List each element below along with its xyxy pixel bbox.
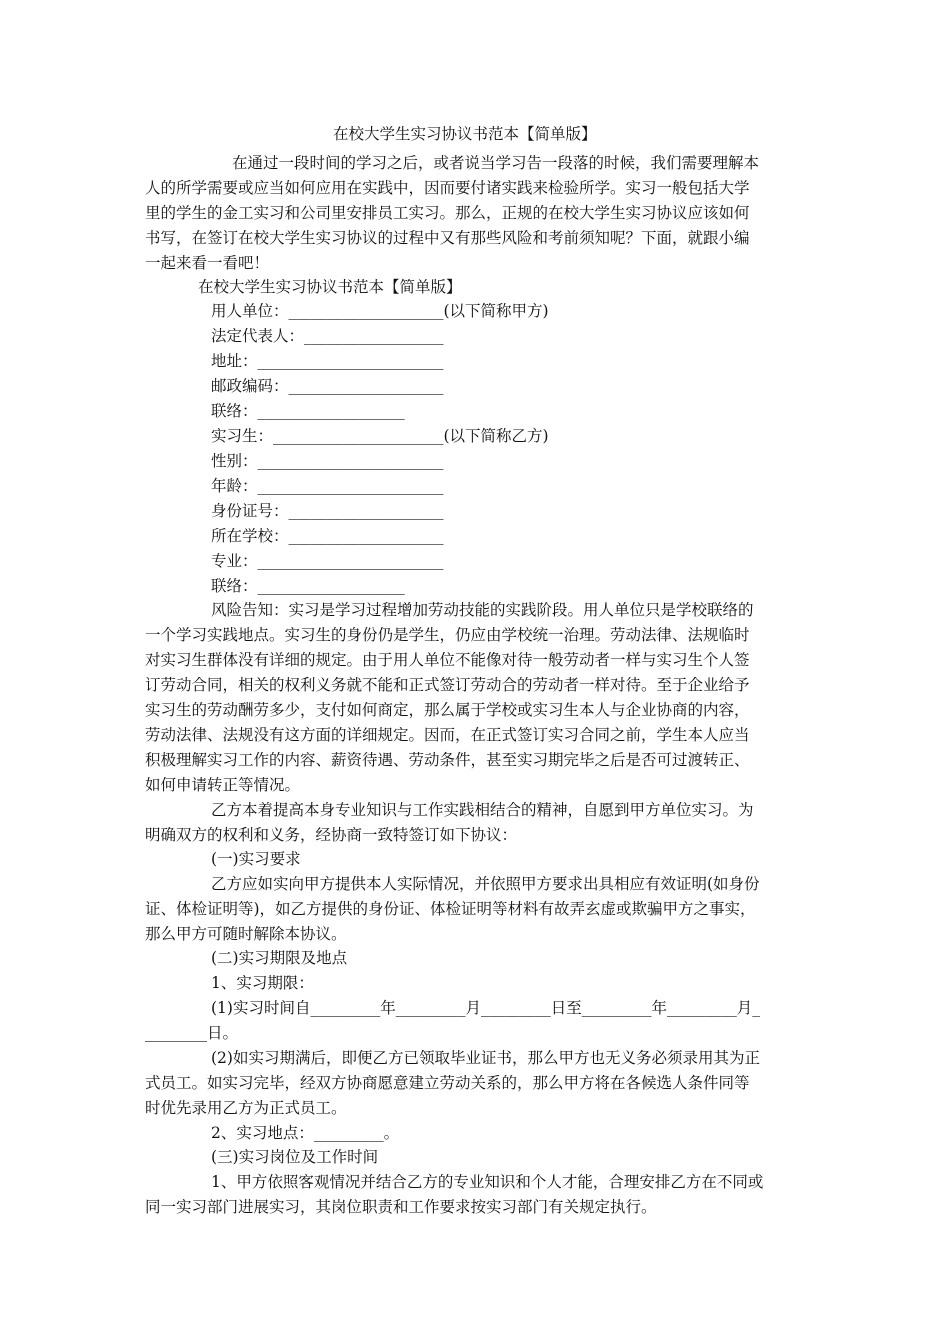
section-1-line: 那么甲方可随时解除本协议。: [145, 925, 347, 943]
section-1-title: (一)实习要求: [211, 850, 301, 868]
intro-line: 书写，在签订在校大学生实习协议的过程中又有那些风险和考前须知呢？下面，就跟小编: [145, 229, 750, 247]
section-2-line: 式员工。如实习完毕，经双方协商愿意建立劳动关系的，那么甲方将在各候选人条件同等: [145, 1074, 750, 1092]
field-major: 专业：________________________: [211, 552, 444, 570]
intro-line: 人的所学需要或应当如何应用在实践中，因而要付诸实践来检验所学。实习一般包括大学: [145, 179, 750, 197]
section-2-line: (2)如实习期满后，即便乙方已领取毕业证书，那么甲方也无义务必须录用其为正: [211, 1049, 760, 1067]
intro-line: 一起来看一看吧！: [145, 254, 270, 272]
intro-line: 里的学生的金工实习和公司里安排员工实习。那么，正规的在校大学生实习协议应该如何: [145, 204, 750, 222]
intro-line: 在通过一段时间的学习之后，或者说当学习告一段落的时候，我们需要理解本: [232, 154, 760, 172]
field-id-number: 身份证号：____________________: [211, 502, 444, 520]
contract-subtitle: 在校大学生实习协议书范本【简单版】: [198, 278, 462, 296]
field-contact-employer: 联络：___________________: [211, 402, 405, 420]
section-2-period-label: 1、实习期限：: [211, 974, 314, 992]
section-3-line: 同一实习部门进展实习，其岗位职责和工作要求按实习部门有关规定执行。: [145, 1198, 657, 1216]
risk-line: 一个学习实践地点。实习生的身份仍是学生，仍应由学校统一治理。劳动法律、法规临时: [145, 626, 750, 644]
section-2-line: 时优先录用乙方为正式员工。: [145, 1099, 347, 1117]
section-2-time-line: ________日。: [145, 1024, 239, 1042]
field-gender: 性别：________________________: [211, 452, 444, 470]
document-title: 在校大学生实习协议书范本【简单版】: [333, 125, 597, 143]
agreement-line: 乙方本着提高本身专业知识与工作实践相结合的精神，自愿到甲方单位实习。为: [211, 801, 754, 819]
agreement-line: 明确双方的权利和义务，经协商一致特签订如下协议：: [145, 826, 518, 844]
risk-line: 实习生的劳动酬劳多少，支付如何商定，那么属于学校或实习生本人与企业协商的内容，: [145, 701, 750, 719]
field-employer: 用人单位：____________________(以下简称甲方): [211, 302, 549, 320]
field-intern: 实习生：______________________(以下简称乙方): [211, 427, 549, 445]
risk-line: 订劳动合同，相关的权利义务就不能和正式签订劳动合的劳动者一样对待。至于企业给予: [145, 676, 750, 694]
field-legal-rep: 法定代表人：__________________: [211, 327, 444, 345]
field-contact-intern: 联络：___________________: [211, 577, 405, 595]
risk-line: 积极理解实习工作的内容、薪资待遇、劳动条件，甚至实习期完毕之后是否可过渡转正、: [145, 751, 750, 769]
section-2-place: 2、实习地点：_________。: [211, 1124, 400, 1142]
section-3-title: (三)实习岗位及工作时间: [211, 1148, 379, 1166]
risk-line: 风险告知：实习是学习过程增加劳动技能的实践阶段。用人单位只是学校联络的: [211, 601, 754, 619]
field-address: 地址：________________________: [211, 352, 444, 370]
section-2-time-line: (1)实习时间自_________年_________月_________日至_________年_________月_: [211, 999, 760, 1017]
field-postcode: 邮政编码：____________________: [211, 377, 444, 395]
risk-line: 如何申请转正等情况。: [145, 776, 301, 794]
section-2-title: (二)实习期限及地点: [211, 949, 348, 967]
risk-line: 对实习生群体没有详细的规定。由于用人单位不能像对待一般劳动者一样与实习生个人签: [145, 651, 750, 669]
section-1-line: 证、体检证明等)，如乙方提供的身份证、体检证明等材料有故弄玄虚或欺骗甲方之事实，: [145, 900, 756, 918]
section-3-line: 1、甲方依照客观情况并结合乙方的专业知识和个人才能，合理安排乙方在不同或: [211, 1173, 764, 1191]
field-age: 年龄：________________________: [211, 477, 444, 495]
risk-line: 劳动法律、法规没有这方面的详细规定。因而，在正式签订实习合同之前，学生本人应当: [145, 726, 750, 744]
field-school: 所在学校：____________________: [211, 527, 444, 545]
section-1-line: 乙方应如实向甲方提供本人实际情况，并依照甲方要求出具相应有效证明(如身份: [211, 875, 760, 893]
